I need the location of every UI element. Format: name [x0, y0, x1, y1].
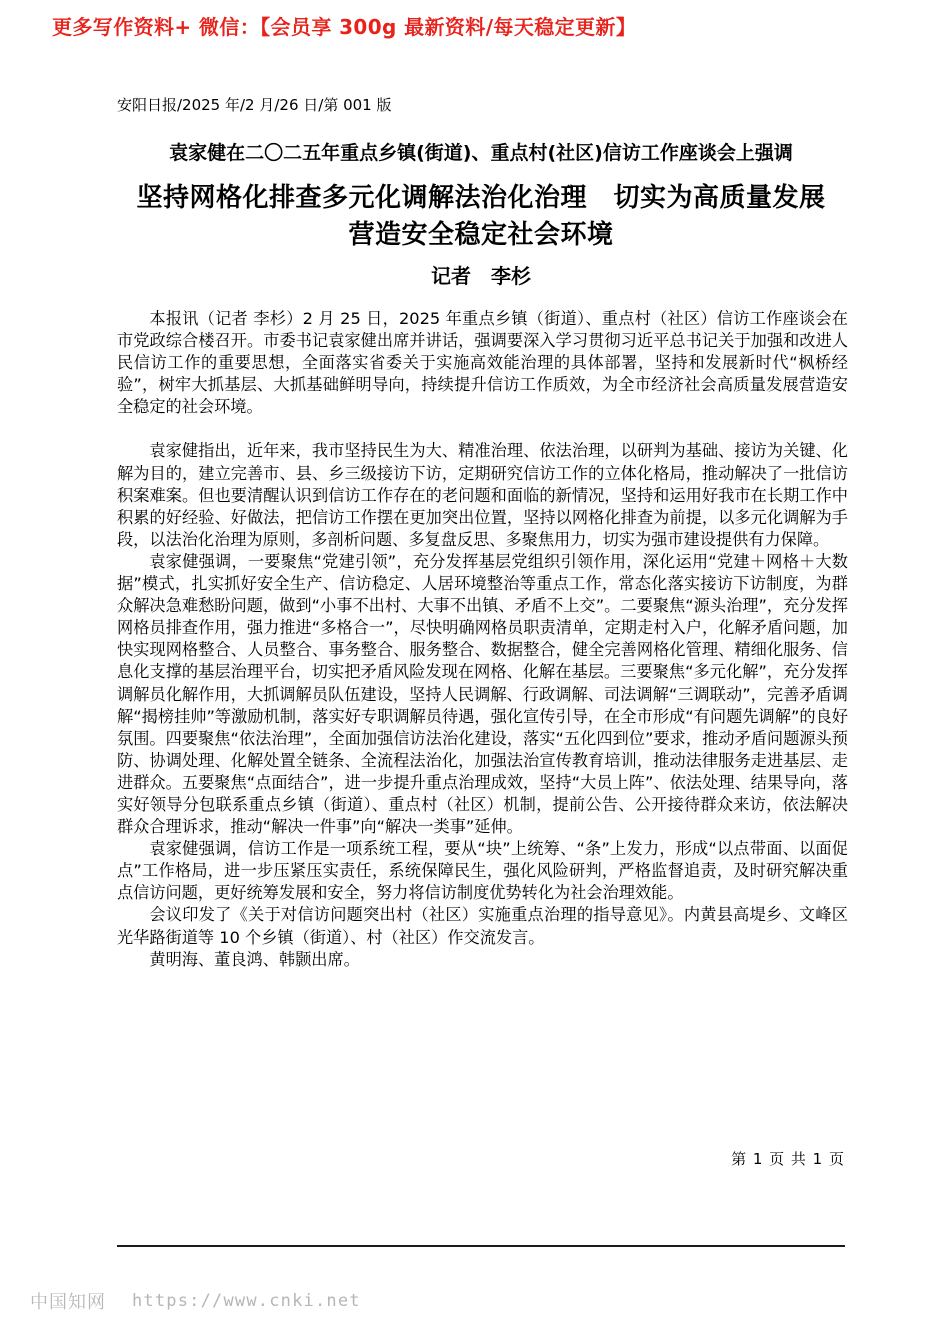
promo-banner-text: 更多写作资料+ 微信：【会员享 300g 最新资料/每天稳定更新】	[52, 15, 637, 39]
footer-divider	[117, 1245, 845, 1247]
body-paragraph: 袁家健强调，一要聚焦“党建引领”，充分发挥基层党组织引领作用，深化运用“党建＋网格＋大数据”模式，扎实抓好安全生产、信访稳定、人居环境整治等重点工作，常态化落实接访下访制度，为群众解决急难愁盼问题，做到“小事不出村、大事不出镇、矛盾不上交”。二要聚焦“源头治理”，充分发挥网格员排查作用，强力推进“多格合一”，尽快明确网格员职责清单，定期走村入户，化解矛盾问题，加快实现网格整合、人员整合、事务整合、服务整合、数据整合，健全完善网格化管理、精细化服务、信息化支撑的基层治理平台，切实把矛盾风险发现在网格、化解在基层。三要聚焦“多元化解”，充分发挥调解员化解作用，大抓调解员队伍建设，坚持人民调解、行政调解、司法调解“三调联动”，完善矛盾调解“揭榜挂帅”等激励机制，落实好专职调解员待遇，强化宣传引导，在全市形成“有问题先调解”的良好氛围。四要聚焦“依法治理”，全面加强信访法治化建设，落实“五化四到位”要求，推动矛盾问题源头预防、协调处理、化解处置全链条、全流程法治化，加强法治宣传教育培训，推动法律服务走进基层、走进群众。五要聚焦“点面结合”，进一步提升重点治理成效，坚持“大员上阵”、依法处理、结果导向，落实好领导分包联系重点乡镇（街道）、重点村（社区）机制，提前公告、公开接待群众来访，依法解决群众合理诉求，推动“解决一件事”向“解决一类事”延伸。	[117, 551, 848, 837]
body-paragraph: 会议印发了《关于对信访问题突出村（社区）实施重点治理的指导意见》。内黄县高堤乡、文峰区光华路街道等 10 个乡镇（街道）、村（社区）作交流发言。	[117, 905, 848, 947]
page-number-indicator: 第 1 页 共 1 页	[731, 1150, 845, 1168]
cnki-logo-text: 中国知网	[30, 1292, 106, 1313]
page-title-line-1: 坚持网格化排查多元化调解法治化治理 切实为高质量发展	[136, 183, 826, 213]
page-title-line-2: 营造安全稳定社会环境	[348, 219, 614, 250]
body-paragraph: 袁家健指出，近年来，我市坚持民生为大、精准治理、依法治理，以研判为基础、接访为关键、化解为目的，建立完善市、县、乡三级接访下访，定期研究信访工作的立体化格局，推动解决了一批信访积案难案。但也要清醒认识到信访工作存在的老问题和面临的新情况，坚持和运用好我市在长期工作中积累的好经验、好做法，把信访工作摆在更加突出位置，坚持以网格化排查为前提，以多元化调解为手段，以法治化治理为原则，多剖析问题、多复盘反思、多聚焦用力，切实为强市建设提供有力保障。	[117, 441, 848, 549]
cnki-url-text: https://www.cnki.net	[132, 1291, 361, 1311]
article-body	[117, 308, 848, 971]
cnki-watermark	[30, 1288, 361, 1314]
body-paragraph: 黄明海、董良鸿、韩颢出席。	[149, 949, 360, 969]
headline-kicker: 袁家健在二〇二五年重点乡镇(街道)、重点村(社区)信访工作座谈会上强调	[169, 142, 793, 164]
page-title	[117, 180, 845, 254]
body-paragraph: 袁家健强调，信访工作是一项系统工程，要从“块”上统筹、“条”上发力，形成“以点带面、以面促点”工作格局，进一步压紧压实责任，系统保障民生，强化风险研判，严格监督追责，及时研究解决重点信访问题，更好统筹发展和安全，努力将信访制度优势转化为社会治理效能。	[117, 839, 848, 903]
body-paragraph: 本报讯（记者 李杉）2 月 25 日，2025 年重点乡镇（街道）、重点村（社区）信访工作座谈会在市党政综合楼召开。市委书记袁家健出席并讲话，强调要深入学习贯彻习近平总书记关于加强和改进人民信访工作的重要思想，全面落实省委关于实施高效能治理的具体部署，坚持和发展新时代“枫桥经验”，树牢大抓基层、大抓基础鲜明导向，持续提升信访工作质效，为全市经济社会高质量发展营造安全稳定的社会环境。	[117, 309, 848, 417]
publication-source-line: 安阳日报/2025 年/2 月/26 日/第 001 版	[117, 96, 392, 114]
article-byline: 记者 李杉	[431, 264, 531, 288]
